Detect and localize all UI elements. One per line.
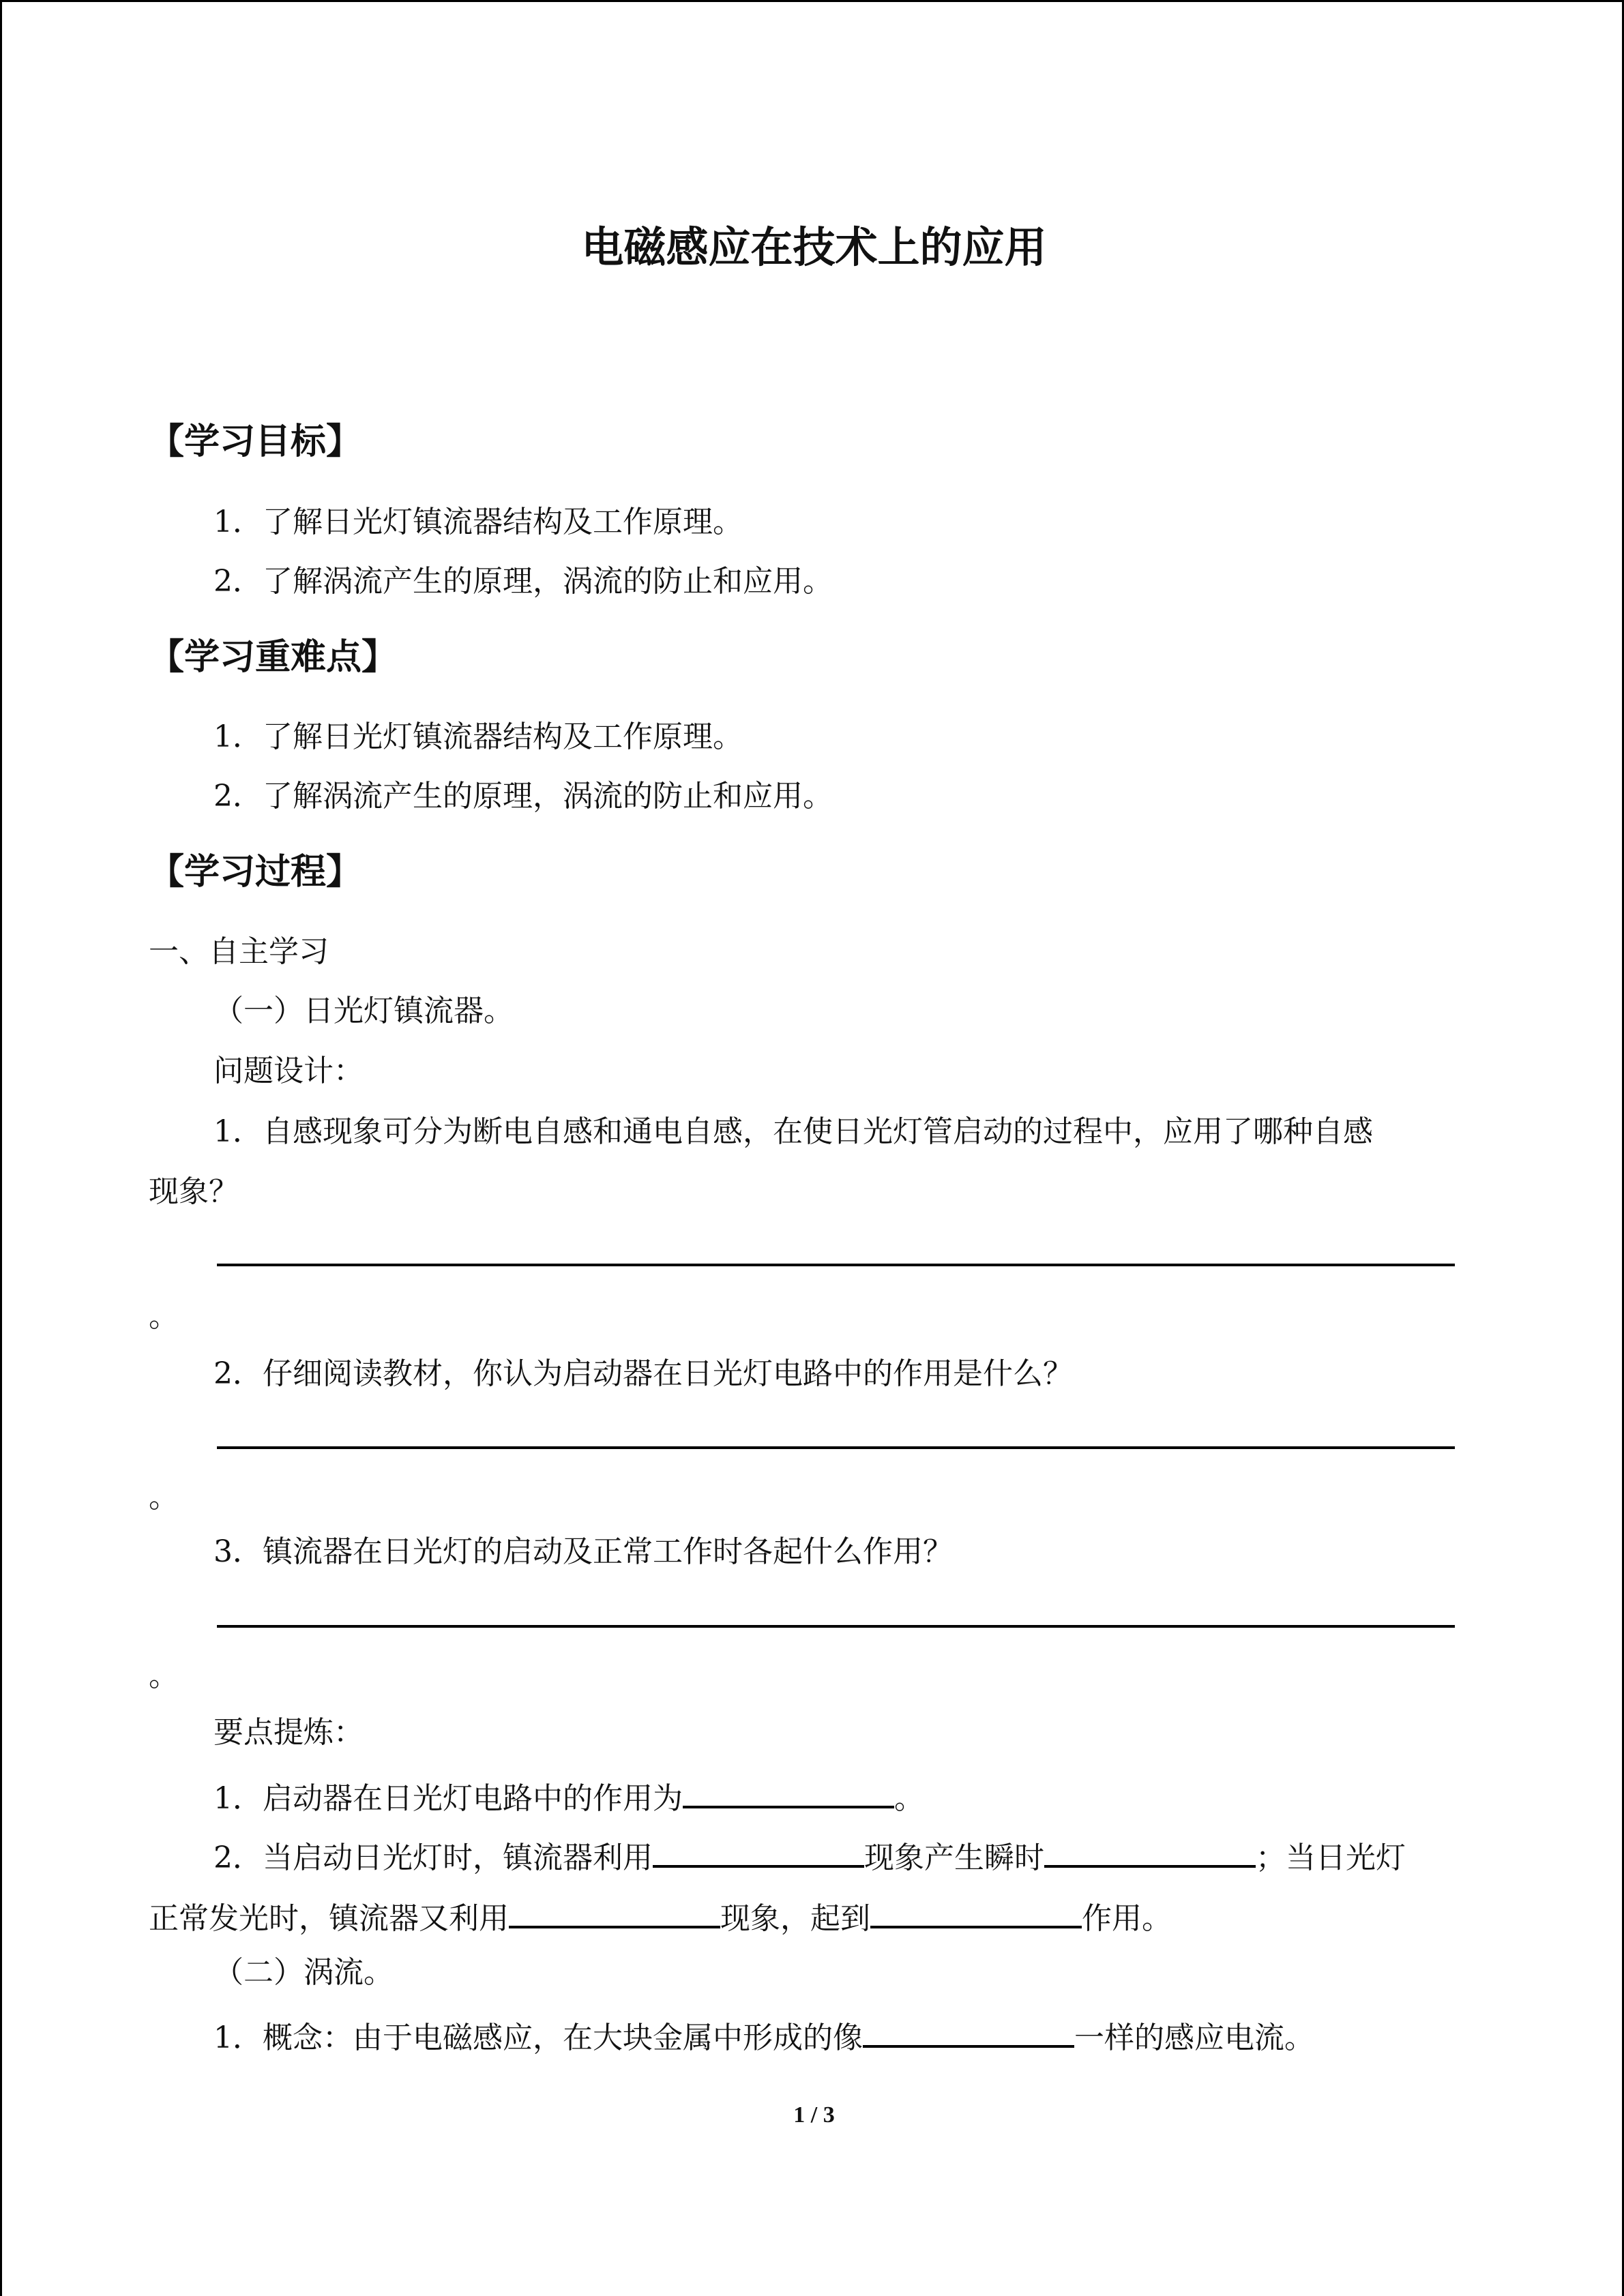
summary-item-2-text-f: 作用。 [1082, 1901, 1172, 1936]
summary-item-2-line-2 [149, 1893, 1172, 1939]
page-title: 电磁感应在技术上的应用 [581, 222, 1047, 272]
goal-item-1: 1．了解日光灯镇流器结构及工作原理。 [213, 505, 743, 539]
answer-line-1[interactable] [217, 1264, 1455, 1266]
summary-item-2-line-1 [213, 1832, 1406, 1879]
summary-item-2-blank-4[interactable] [870, 1893, 1082, 1928]
summary-item-2-blank-1[interactable] [653, 1832, 864, 1868]
summary-item-1-text: 1．启动器在日光灯电路中的作用为 [213, 1781, 683, 1816]
summary-item-2-text-e: 现象，起到 [720, 1901, 870, 1936]
summary-item-2-text-a: 2．当启动日光灯时，镇流器利用 [213, 1840, 653, 1875]
question-2: 2．仔细阅读教材，你认为启动器在日光灯电路中的作用是什么？ [213, 1356, 1073, 1391]
summary-item-2-text-d: 正常发光时，镇流器又利用 [149, 1901, 509, 1936]
concept-item-1-blank[interactable] [863, 2012, 1074, 2048]
concept-item-1-text-a: 1．概念：由于电磁感应，在大块金属中形成的像 [213, 2021, 863, 2055]
key-point-item-2: 2．了解涡流产生的原理，涡流的防止和应用。 [213, 779, 833, 814]
section-self-study: 一、自主学习 [149, 934, 329, 969]
goal-item-2: 2．了解涡流产生的原理，涡流的防止和应用。 [213, 564, 833, 599]
concept-item-1-text-b: 一样的感应电流。 [1074, 2021, 1314, 2055]
question-1-line-1: 1．自感现象可分为断电自感和通电自感，在使日光灯管启动的过程中，应用了哪种自感 [213, 1114, 1373, 1149]
heading-key-points: 【学习重难点】 [149, 637, 398, 678]
summary-item-2-text-b: 现象产生瞬时 [864, 1840, 1044, 1875]
answer-2-end-mark: 。 [149, 1480, 179, 1515]
question-design-label: 问题设计： [213, 1054, 364, 1088]
answer-1-end-mark: 。 [149, 1299, 179, 1334]
summary-item-2-text-c: ；当日光灯 [1256, 1840, 1406, 1875]
question-3: 3．镇流器在日光灯的启动及正常工作时各起什么作用？ [213, 1534, 953, 1569]
concept-item-1 [213, 2012, 1314, 2059]
heading-learning-goals: 【学习目标】 [149, 421, 362, 462]
heading-learning-process: 【学习过程】 [149, 852, 362, 893]
summary-item-1-blank[interactable] [683, 1773, 894, 1808]
answer-line-2[interactable] [217, 1446, 1455, 1449]
page-number: 1 / 3 [793, 2102, 835, 2128]
question-1-line-2: 现象？ [149, 1174, 239, 1209]
subsection-ballast: （一）日光灯镇流器。 [213, 994, 514, 1028]
summary-item-1 [213, 1773, 924, 1819]
summary-item-1-end: 。 [894, 1781, 924, 1816]
summary-label: 要点提炼： [213, 1715, 364, 1750]
answer-line-3[interactable] [217, 1625, 1455, 1628]
summary-item-2-blank-2[interactable] [1044, 1832, 1256, 1868]
summary-item-2-blank-3[interactable] [509, 1893, 720, 1928]
answer-3-end-mark: 。 [149, 1658, 179, 1693]
subsection-eddy-current: （二）涡流。 [213, 1955, 394, 1990]
key-point-item-1: 1．了解日光灯镇流器结构及工作原理。 [213, 719, 743, 754]
